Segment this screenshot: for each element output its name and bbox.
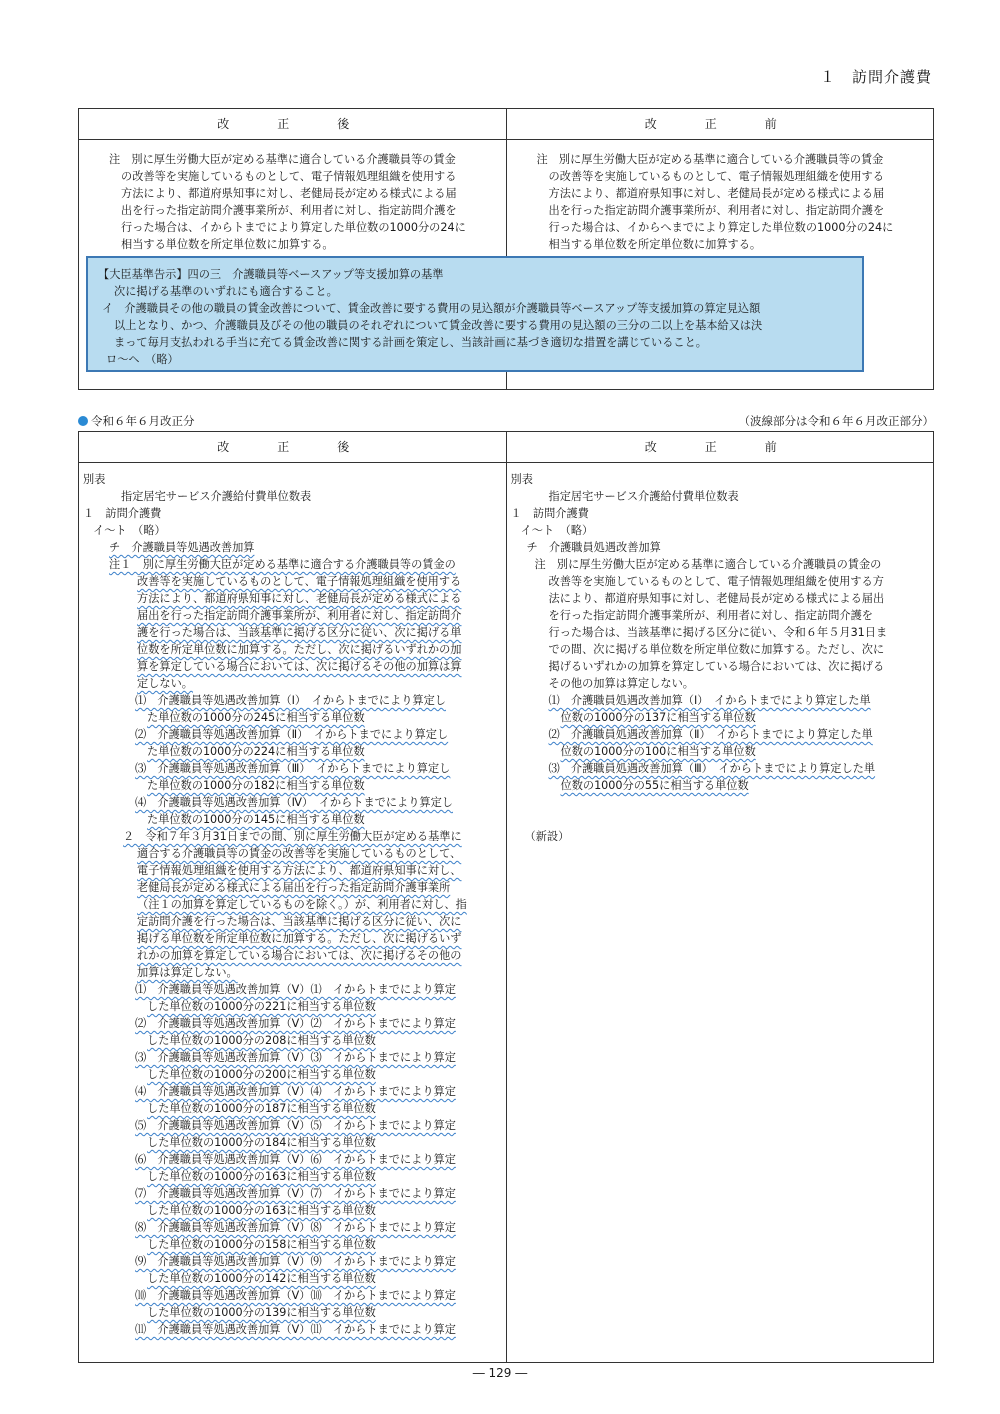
text-line: の改善等を実施しているものとして、電子情報処理組織を使用する	[121, 170, 457, 183]
text-line: ⑵ 介護職員等処遇改善加算（Ⅱ） イからトまでにより算定し	[135, 728, 449, 741]
section-label	[78, 413, 195, 429]
text-line: １ 訪問介護費	[510, 507, 589, 520]
text-line: チ 介護職員処遇改善加算	[526, 541, 661, 554]
text-line: 方法により、都道府県知事に対し、老健局長が定める様式による届	[121, 187, 457, 200]
text-line: ⑸ 介護職員等処遇改善加算（Ⅴ）⑸ イからトまでにより算定	[135, 1119, 456, 1132]
text-line: ⑽ 介護職員等処遇改善加算（Ⅴ）⑽ イからトまでにより算定	[135, 1289, 456, 1302]
text-line: した単位数の1000分の163に相当する単位数	[147, 1204, 376, 1217]
text-line: した単位数の1000分の163に相当する単位数	[147, 1170, 376, 1183]
col-header-before: 改 正 前	[506, 432, 934, 463]
text-line: ⑴ 介護職員等処遇改善加算（Ⅰ） イからトまでにより算定し	[135, 694, 446, 707]
text-line: れかの加算を算定している場合においては、次に掲げるその他の	[137, 949, 462, 962]
text-line: （注１の加算を算定しているものを除く。）が、利用者に対し、指	[137, 898, 467, 911]
text-line: 電子情報処理組織を使用する方法により、都道府県知事に対し、	[137, 864, 462, 877]
text-line: 行った場合は、当該基準に掲げる区分に従い、令和６年５月31日ま	[548, 626, 888, 639]
text-line: ⑶ 介護職員処遇改善加算（Ⅲ） イからトまでにより算定した単	[548, 762, 876, 775]
text-line: 護を行った場合は、当該基準に掲げる区分に従い、次に掲げる単	[137, 626, 462, 639]
callout-line: まって毎月支払われる手当に充てる賃金改善に関する計画を策定し、当該計画に基づき適切な措置を講じていること。	[114, 336, 707, 349]
text-line: ⑶ 介護職員等処遇改善加算（Ⅲ） イからトまでにより算定し	[135, 762, 451, 775]
text-line: イ～ト （略）	[93, 524, 166, 537]
text-line: （新設）	[524, 830, 570, 843]
text-line: ２ 令和７年３月31日までの間、別に厚生労働大臣が定める基準に	[123, 830, 462, 843]
text-line: した単位数の1000分の158に相当する単位数	[147, 1238, 376, 1251]
table2-before-cell	[506, 463, 934, 1363]
text-line: チ 介護職員等処遇改善加算	[109, 541, 255, 554]
section-note: （波線部分は令和６年６月改正部分）	[738, 414, 934, 428]
text-line: 算を算定している場合においては、次に掲げるその他の加算は算	[137, 660, 462, 673]
table2-after-cell	[79, 463, 507, 1363]
text-line: た単位数の1000分の182に相当する単位数	[147, 779, 365, 792]
text-line: た単位数の1000分の224に相当する単位数	[147, 745, 365, 758]
text-line: ⑴ 介護職員処遇改善加算（Ⅰ） イからトまでにより算定した単	[548, 694, 871, 707]
text-line: 注 別に厚生労働大臣が定める基準に適合している介護職員の賃金の	[534, 558, 882, 571]
col-header-before: 改 正 前	[506, 109, 934, 140]
text-line: た単位数の1000分の245に相当する単位数	[147, 711, 365, 724]
col-header-after: 改 正 後	[79, 432, 507, 463]
text-line: その他の加算は算定しない。	[548, 677, 694, 690]
callout-line: 【大臣基準告示】四の三 介護職員等ベースアップ等支援加算の基準	[98, 268, 444, 281]
text-line: た単位数の1000分の145に相当する単位数	[147, 813, 365, 826]
callout-line: ロ～ヘ （略）	[106, 353, 179, 366]
text-line: 届出を行った指定訪問介護事業所が、利用者に対し、指定訪問介	[137, 609, 462, 622]
text-line: 方法により、都道府県知事に対し、老健局長が定める様式による	[137, 592, 462, 605]
text-line: 相当する単位数を所定単位数に加算する。	[548, 238, 762, 251]
text-line: 老健局長が定める様式による届出を行った指定訪問介護事業所	[137, 881, 451, 894]
text-line: 注 別に厚生労働大臣が定める基準に適合している介護職員等の賃金	[109, 153, 456, 166]
text-line: ⑴ 介護職員等処遇改善加算（Ⅴ）⑴ イからトまでにより算定	[135, 983, 456, 996]
page-header-title: １ 訪問介護費	[819, 68, 932, 86]
text-line: ⑶ 介護職員等処遇改善加算（Ⅴ）⑶ イからトまでにより算定	[135, 1051, 456, 1064]
text-line: した単位数の1000分の221に相当する単位数	[147, 1000, 376, 1013]
text-line: 定しない。	[137, 677, 193, 690]
text-line: 別表	[510, 473, 533, 486]
text-line: 位数の1000分の100に相当する単位数	[560, 745, 756, 758]
text-line: 指定居宅サービス介護給付費単位数表	[548, 490, 739, 503]
text-line: 注 別に厚生労働大臣が定める基準に適合している介護職員等の賃金	[536, 153, 884, 166]
standard-notice-callout	[86, 256, 864, 372]
col-header-after: 改 正 後	[79, 109, 507, 140]
text-line: ⑵ 介護職員等処遇改善加算（Ⅴ）⑵ イからトまでにより算定	[135, 1017, 456, 1030]
callout-line: 以上となり、かつ、介護職員及びその他の職員のそれぞれについて賃金改善に要する費用の見込額の三分の二以上を基本給又は決	[114, 319, 763, 332]
page-number: ― 129 ―	[472, 1366, 528, 1380]
text-line: 相当する単位数を所定単位数に加算する。	[121, 238, 334, 251]
text-line: ⑷ 介護職員等処遇改善加算（Ⅳ） イからトまでにより算定し	[135, 796, 453, 809]
text-line: ⑵ 介護職員処遇改善加算（Ⅱ） イからトまでにより算定した単	[548, 728, 873, 741]
text-line: １ 訪問介護費	[83, 507, 162, 520]
text-line: 位数の1000分の137に相当する単位数	[560, 711, 756, 724]
text-line: 注１ 別に厚生労働大臣が定める基準に適合する介護職員等の賃金の	[109, 558, 456, 571]
text-line: 別表	[83, 473, 106, 486]
text-line: ⑹ 介護職員等処遇改善加算（Ⅴ）⑹ イからトまでにより算定	[135, 1153, 456, 1166]
text-line: 掲げるいずれかの加算を算定している場合においては、次に掲げる	[548, 660, 885, 673]
text-line: イ～ト （略）	[520, 524, 594, 537]
text-line: した単位数の1000分の184に相当する単位数	[147, 1136, 376, 1149]
text-line: 位数の1000分の55に相当する単位数	[560, 779, 749, 792]
text-line: 行った場合は、イからへまでにより算定した単位数の1000分の24に	[548, 221, 894, 234]
text-line: 適合する介護職員等の賃金の改善等を実施しているものとして、	[137, 847, 462, 860]
text-line: 出を行った指定訪問介護事業所が、利用者に対し、指定訪問介護を	[121, 204, 457, 217]
comparison-table-2	[78, 431, 934, 1363]
text-line: 指定居宅サービス介護給付費単位数表	[121, 490, 312, 503]
text-line: ⑺ 介護職員等処遇改善加算（Ⅴ）⑺ イからトまでにより算定	[135, 1187, 456, 1200]
text-line: した単位数の1000分の187に相当する単位数	[147, 1102, 376, 1115]
text-line: 行った場合は、イからトまでにより算定した単位数の1000分の24に	[121, 221, 466, 234]
text-line: 改善等を実施しているものとして、電子情報処理組織を使用する方	[548, 575, 884, 588]
text-line: した単位数の1000分の139に相当する単位数	[147, 1306, 376, 1319]
text-line: した単位数の1000分の208に相当する単位数	[147, 1034, 376, 1047]
text-line: ⑻ 介護職員等処遇改善加算（Ⅴ）⑻ イからトまでにより算定	[135, 1221, 456, 1234]
text-line: を行った指定訪問介護事業所が、利用者に対し、指定訪問介護を	[548, 609, 873, 622]
text-line: 加算は算定しない。	[137, 966, 238, 979]
text-line: 掲げる単位数を所定単位数に加算する。ただし、次に掲げるいず	[137, 932, 462, 945]
text-line: した単位数の1000分の200に相当する単位数	[147, 1068, 376, 1081]
callout-line: イ 介護職員その他の職員の賃金改善について、賃金改善に要する費用の見込額が介護職員等ベースアップ等支援加算の算定見込額	[102, 302, 761, 315]
text-line: した単位数の1000分の142に相当する単位数	[147, 1272, 376, 1285]
text-line: 位数を所定単位数に加算する。ただし、次に掲げるいずれかの加	[137, 643, 462, 656]
text-line: ⑾ 介護職員等処遇改善加算（Ⅴ）⑾ イからトまでにより算定	[135, 1323, 456, 1336]
text-line: 改善等を実施しているものとして、電子情報処理組織を使用する	[137, 575, 462, 588]
bullet-dot-icon	[78, 416, 88, 426]
text-line: 定訪問介護を行った場合は、当該基準に掲げる区分に従い、次に	[137, 915, 462, 928]
text-line: での間、次に掲げる単位数を所定単位数に加算する。ただし、次に	[548, 643, 885, 656]
text-line: 方法により、都道府県知事に対し、老健局長が定める様式による届	[548, 187, 885, 200]
section-label-text: 令和６年６月改正分	[91, 414, 195, 428]
text-line: 出を行った指定訪問介護事業所が、利用者に対し、指定訪問介護を	[548, 204, 885, 217]
text-line: ⑷ 介護職員等処遇改善加算（Ⅴ）⑷ イからトまでにより算定	[135, 1085, 456, 1098]
text-line: 法により、都道府県知事に対し、老健局長が定める様式による届出	[548, 592, 885, 605]
text-line: ⑼ 介護職員等処遇改善加算（Ⅴ）⑼ イからトまでにより算定	[135, 1255, 456, 1268]
text-line: の改善等を実施しているものとして、電子情報処理組織を使用する	[548, 170, 884, 183]
callout-line: 次に掲げる基準のいずれにも適合すること。	[114, 285, 338, 298]
